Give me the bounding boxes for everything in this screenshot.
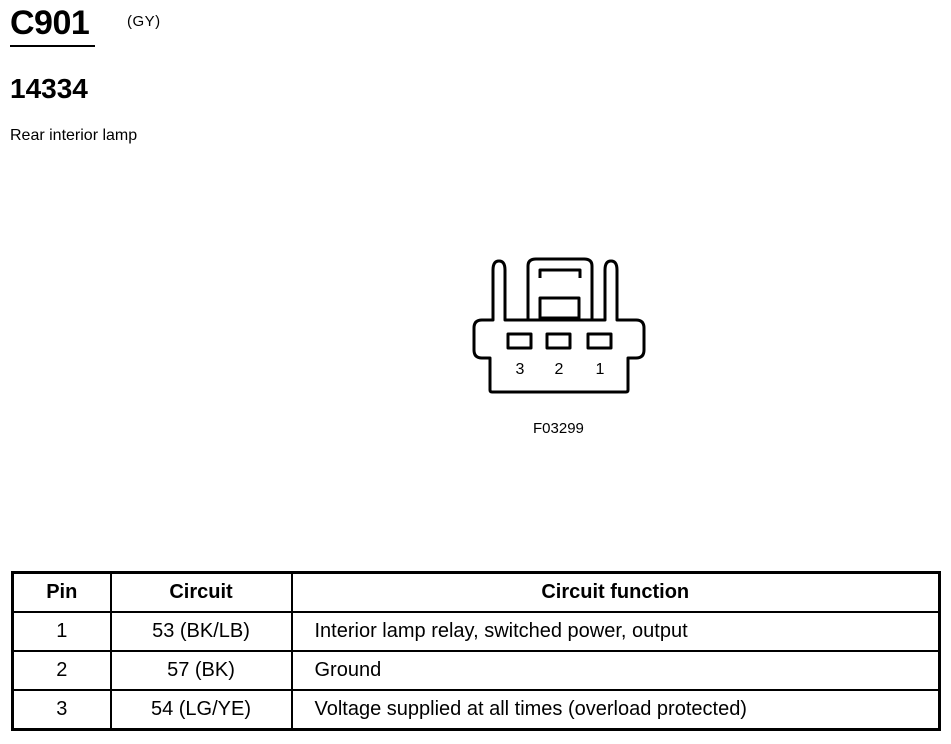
cell-pin: 2 [13,651,111,690]
connector-color: (GY) [127,13,161,30]
connector-face-svg [460,250,660,410]
cell-circuit: 57 (BK) [111,651,292,690]
pin-cavity-2 [547,334,570,348]
connector-latch-window [540,298,579,318]
table-row [13,612,940,651]
connector-id-underline [10,45,95,47]
connector-diagram [460,250,660,410]
pinout-table [11,571,941,731]
header-pin: Pin [13,573,111,613]
pin-cavity-3 [508,334,531,348]
cell-circuit: 53 (BK/LB) [111,612,292,651]
header-circuit: Circuit [111,573,292,613]
pin-cavity-1 [588,334,611,348]
cell-function: Voltage supplied at all times (overload protected) [292,690,940,730]
pin-label-1: 1 [595,361,605,378]
cell-pin: 1 [13,612,111,651]
part-number: 14334 [10,73,88,104]
header-circuit-function: Circuit function [292,573,940,613]
cell-function: Ground [292,651,940,690]
table-row [13,690,940,730]
connector-description: Rear interior lamp [10,127,138,144]
figure-code: F03299 [533,420,584,437]
cell-pin: 3 [13,690,111,730]
pin-label-3: 3 [515,361,525,378]
connector-latch-inner [540,270,580,278]
connector-id: C901 [10,4,90,42]
pin-label-2: 2 [554,361,564,378]
cell-function: Interior lamp relay, switched power, output [292,612,940,651]
connector-latch [528,259,592,320]
table-header-row [13,573,940,613]
cell-circuit: 54 (LG/YE) [111,690,292,730]
table-row [13,651,940,690]
